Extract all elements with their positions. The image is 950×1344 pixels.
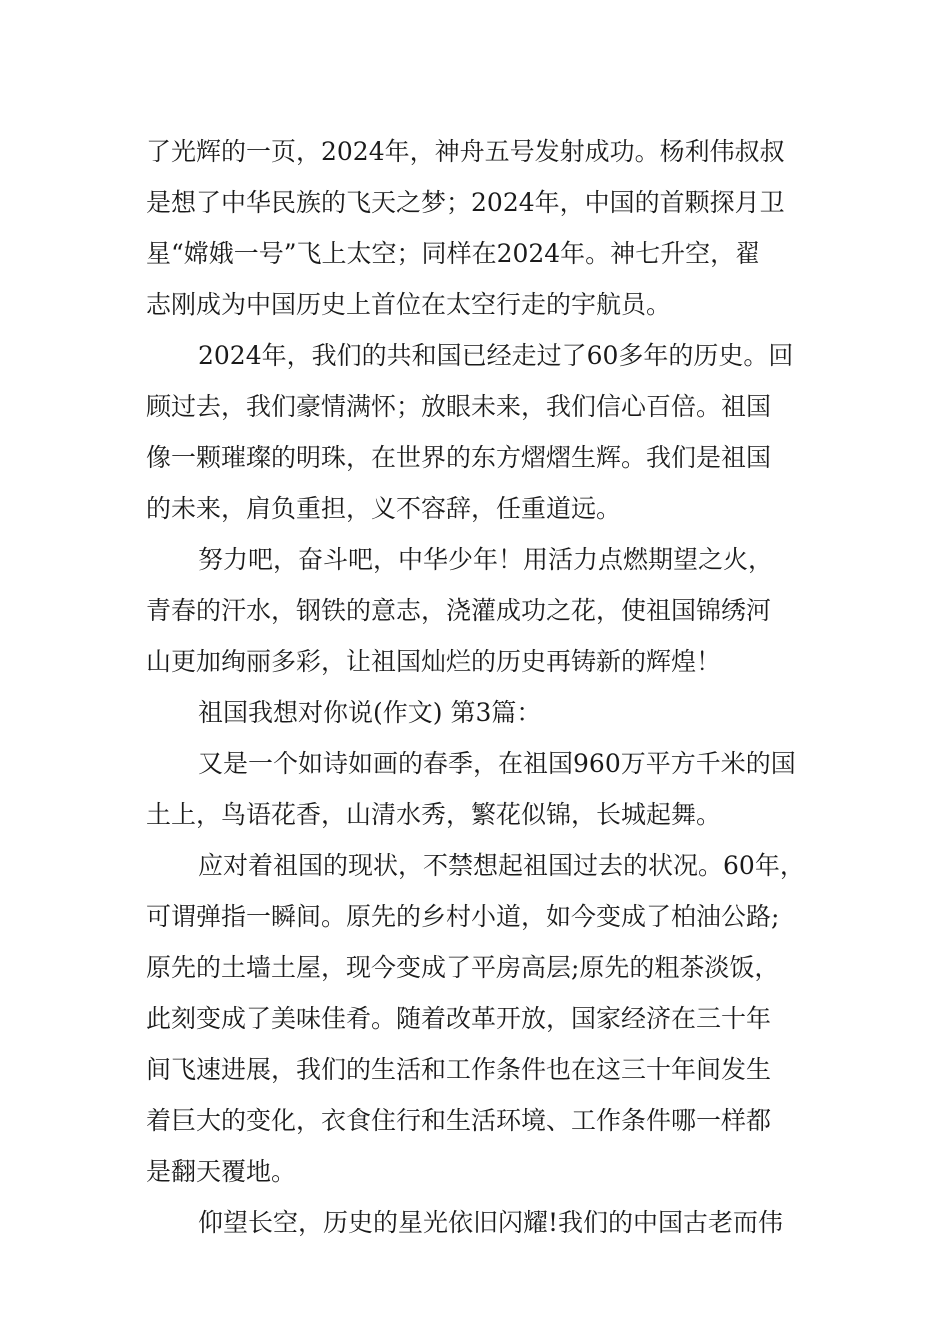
document-page <box>146 126 811 1248</box>
text-line: 仰望长空，历史的星光依旧闪耀!我们的中国古老而伟 <box>198 1208 784 1237</box>
text-line: 是翻天覆地。 <box>146 1157 297 1186</box>
text-line: 原先的土墙土屋，现今变成了平房高层;原先的粗茶淡饭， <box>146 953 780 982</box>
text-line: 着巨大的变化，衣食住行和生活环境、工作条件哪一样都 <box>146 1106 772 1135</box>
text-line: 顾过去，我们豪情满怀；放眼未来，我们信心百倍。祖国 <box>146 392 772 421</box>
text-line: 山更加绚丽多彩，让祖国灿烂的历史再铸新的辉煌！ <box>146 647 722 676</box>
text-line: 像一颗璀璨的明珠，在世界的东方熠熠生辉。我们是祖国 <box>146 443 772 472</box>
text-line: 间飞速进展，我们的生活和工作条件也在这三十年间发生 <box>146 1055 772 1084</box>
text-line: 又是一个如诗如画的春季，在祖国960万平方千米的国 <box>198 749 796 778</box>
text-line: 应对着祖国的现状，不禁想起祖国过去的状况。60年， <box>198 851 805 880</box>
text-line: 志刚成为中国历史上首位在太空行走的宇航员。 <box>146 290 672 319</box>
text-line: 此刻变成了美味佳肴。随着改革开放，国家经济在三十年 <box>146 1004 772 1033</box>
text-line: 星“嫦娥一号”飞上太空；同样在2024年。神七升空，翟 <box>146 239 761 268</box>
section-heading: 祖国我想对你说(作文) 第3篇： <box>198 698 542 727</box>
text-line: 青春的汗水，钢铁的意志，浇灌成功之花，使祖国锦绣河 <box>146 596 772 625</box>
text-line: 努力吧，奋斗吧，中华少年！用活力点燃期望之火， <box>198 545 774 574</box>
text-line: 了光辉的一页，2024年，神舟五号发射成功。杨利伟叔叔 <box>146 137 785 166</box>
text-line: 土上，鸟语花香，山清水秀，繁花似锦，长城起舞。 <box>146 800 722 829</box>
text-line: 是想了中华民族的飞天之梦；2024年，中国的首颗探月卫 <box>146 188 785 217</box>
text-line: 可谓弹指一瞬间。原先的乡村小道，如今变成了柏油公路; <box>146 902 780 931</box>
text-line: 2024年，我们的共和国已经走过了60多年的历史。回 <box>198 341 794 370</box>
text-line: 的未来，肩负重担，义不容辞，任重道远。 <box>146 494 622 523</box>
